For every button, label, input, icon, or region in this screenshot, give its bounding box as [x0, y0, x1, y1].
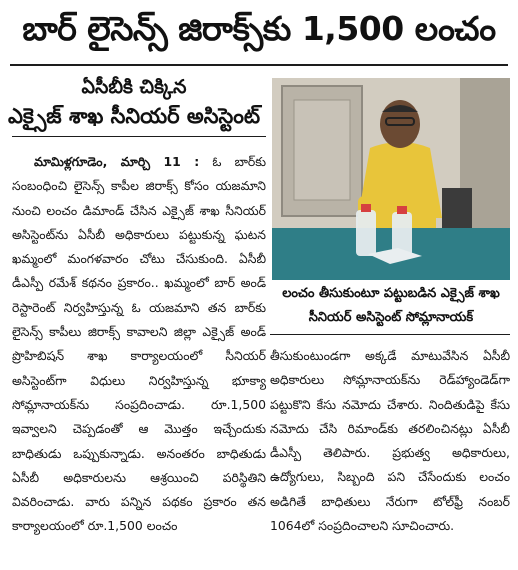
article-paragraph-left — [12, 150, 266, 539]
photo-caption: లంచం తీసుకుంటూ పట్టుబడిన ఎక్సైజ్ శాఖ సీనియర్ అసిస్టెంట్ సోమ్లానాయక్ — [282, 286, 500, 325]
subheadline-2: ఎక్సైజ్ శాఖ సీనియర్ అసిస్టెంట్ — [7, 104, 261, 128]
caption-divider — [270, 334, 510, 335]
subheadline-1: ఏసీబీకి చిక్కిన — [81, 76, 187, 98]
news-photo — [272, 78, 510, 280]
article-column-left — [12, 150, 266, 564]
article-text-left: ఓ బార్‌కు సంబంధించి లైసెన్స్ కాపీల జిరాక్స్ కోసం యజమాని నుంచి లంచం డిమాండ్ చేసిన ఎక్సైజ్ శాఖ సీనియర్ అసిస్టెంట్‌ను ఏసీబీ అధికారులు పట్టుకున్న ఘటన ఖమ్మంలో మంగళవారం చోటు చేసుకుంది. ఏసీబీ డీఎస్పీ రమేశ్ కథనం ప్రకారం.. ఖమ్మంలో బార్ అండ్ రెస్టారెంట్ నిర్వహిస్తున్న ఓ యజమాని తన బార్‌కు లైసెన్స్ కాపీలు జిరాక్స్ కావాలని జిల్లా ఎక్సైజ్ అండ్ ప్రొహిబిషన్ శాఖ కార్యాలయంలో సీనియర్ అసిస్టెంట్‌గా విధులు నిర్వహిస్తున్న భూక్యా సోమ్లానాయక్‌ను సంప్రదించాడు. రూ.1,500 ఇవ్వాలని చెప్పడంతో ఆ మొత్తం ఇచ్చేందుకు బాధితుడు ఒప్పుకున్నాడు. అనంతరం బాధితుడు ఏసీబీ అధికారులను ఆశ్రయించి పరిస్థితిని వివరించాడు. వారు పన్నిన పథకం ప్రకారం తన కార్యాలయంలో రూ.1,500 లంచం — [12, 154, 266, 534]
headline-divider — [10, 64, 508, 66]
dateline: మామిళ్లగూడెం, మార్చి 11 : — [34, 154, 200, 169]
headline: బార్ లైసెన్స్ జిరాక్స్‌కు 1,500 లంచం — [22, 8, 496, 48]
photo-illustration — [272, 78, 510, 280]
subhead-divider — [12, 136, 266, 137]
article-text-right: తీసుకుంటుండగా అక్కడే మాటువేసిన ఏసీబీ అధికారులు సోమ్లానాయక్‌ను రెడ్‌హ్యాండెడ్‌గా పట్టుకొని కేసు నమోదు చేశారు. నిందితుడిపై కేసు నమోదు చేసి రిమాండ్‌కు తరలించినట్లు ఏసీబీ డీఎస్పీ తెలిపారు. ప్రభుత్వ అధికారులు, ఉద్యోగులు, సిబ్బంది పని చేసేందుకు లంచం అడిగితే బాధితులు నేరుగా టోల్‌ఫ్రీ నంబర్ 1064లో సంప్రదించాలని సూచించారు. — [270, 348, 510, 534]
article-column-right — [270, 344, 510, 562]
